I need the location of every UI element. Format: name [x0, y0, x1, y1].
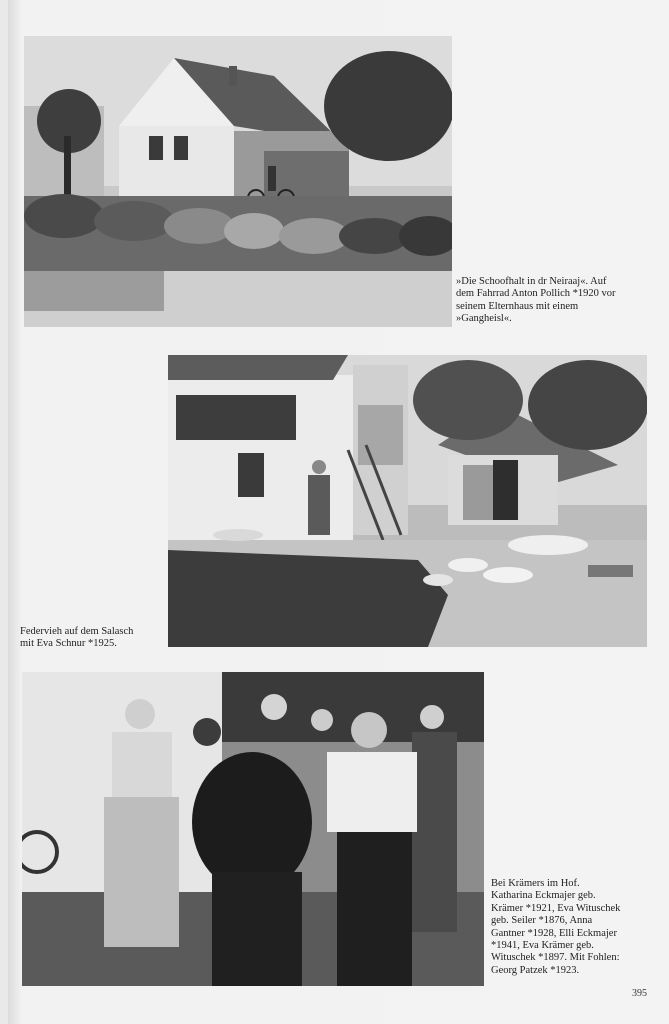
- book-page: [8, 0, 669, 1024]
- caption-photo-3: Bei Krämers im Hof. Katharina Eckmajer geb. Krämer *1921, Eva Wituschek geb. Seiler *1876, Anna Gantner *1928, Elli Eckmajer *1941, Eva Krämer geb. Wituschek *1897. Mit Fohlen: Georg Patzek *1923.: [491, 878, 621, 976]
- caption-photo-1: »Die Schoofhalt in dr Neiraaj«. Auf dem Fahrrad Anton Pollich *1920 vor seinem Elternhaus mit einem »Gangheisl«.: [456, 276, 616, 325]
- page-number: 395: [632, 988, 647, 999]
- photo-poultry-salasch: [168, 355, 647, 647]
- photo-sheep-herd: [24, 36, 452, 327]
- caption-photo-2: Federvieh auf dem Salasch mit Eva Schnur *1925.: [20, 626, 134, 650]
- photo-family-courtyard: [22, 672, 484, 986]
